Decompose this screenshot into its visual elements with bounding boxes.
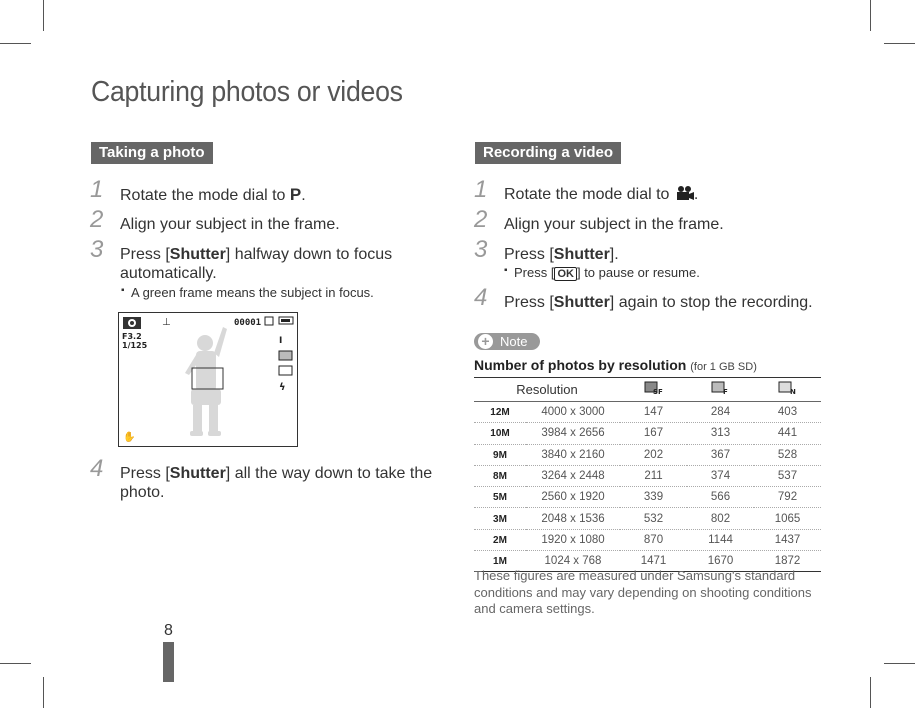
resolution-12m-icon: 12M	[490, 407, 510, 419]
page-tab-bar	[163, 642, 174, 682]
resolution-value: 4000 x 3000	[526, 402, 620, 423]
resolution-5m-icon: 5M	[493, 492, 507, 504]
resolution-10m-icon: 10M	[490, 428, 510, 440]
program-mode-icon: P	[289, 185, 302, 204]
aperture-readout: F3.2	[122, 332, 142, 341]
table-row: 3M 2048 x 1536 532 802 1065	[474, 508, 821, 529]
viewfinder-illustration	[118, 312, 298, 447]
note-badge	[474, 333, 540, 350]
ok-button-icon: OK	[554, 267, 577, 281]
superfine-quality-icon	[620, 378, 687, 402]
crop-mark	[43, 0, 44, 31]
crop-mark	[884, 43, 915, 44]
svg-text:I: I	[279, 336, 283, 346]
resolution-2m-icon: 2M	[493, 534, 507, 546]
resolution-3m-icon: 3M	[493, 513, 507, 525]
section-heading-video: Recording a video	[475, 142, 621, 164]
resolution-value: 3840 x 2160	[526, 444, 620, 465]
crop-mark	[870, 0, 871, 31]
movie-camera-icon	[674, 185, 694, 201]
shot-counter: 00001	[234, 318, 262, 328]
resolution-1m-icon: 1M	[493, 556, 507, 568]
crop-mark	[0, 663, 31, 664]
fine-quality-icon	[687, 378, 754, 402]
shutter-readout: 1/125	[122, 341, 148, 350]
crop-mark	[884, 663, 915, 664]
resolution-header: Resolution	[474, 378, 620, 402]
svg-text:ϟ: ϟ	[279, 382, 286, 393]
table-row: 5M 2560 x 1920 339 566 792	[474, 487, 821, 508]
table-row: 12M 4000 x 3000 147 284 403	[474, 402, 821, 423]
svg-text:✋: ✋	[123, 432, 136, 443]
video-step-3: 3 Press [Shutter].	[474, 236, 619, 263]
section-heading-photo: Taking a photo	[91, 142, 213, 164]
photo-step-1: 1 Rotate the mode dial to P.	[90, 176, 306, 204]
table-row: 8M 3264 x 2448 211 374 537	[474, 465, 821, 486]
viewfinder-graphic	[119, 313, 297, 446]
page-title: Capturing photos or videos	[91, 76, 403, 108]
table-title: Number of photos by resolution (for 1 GB SD)	[474, 357, 757, 373]
resolution-value: 3264 x 2448	[526, 465, 620, 486]
video-step-1: 1 Rotate the mode dial to .	[474, 176, 699, 203]
table-row: 9M 3840 x 2160 202 367 528	[474, 444, 821, 465]
photo-step-2: 2 Align your subject in the frame.	[90, 206, 340, 233]
crop-mark	[0, 43, 31, 44]
svg-text:⊥: ⊥	[162, 317, 171, 328]
normal-quality-icon	[754, 378, 821, 402]
resolution-value: 3984 x 2656	[526, 423, 620, 444]
resolution-value: 1920 x 1080	[526, 529, 620, 550]
plus-icon: +	[478, 334, 493, 349]
table-row: 10M 3984 x 2656 167 313 441	[474, 423, 821, 444]
note-label: Note	[500, 334, 528, 349]
svg-text:F: F	[722, 388, 728, 395]
footnote: These figures are measured under Samsung's standard conditions and may vary depending on shooting conditions and camera settings.	[474, 568, 812, 616]
svg-text:SF: SF	[652, 388, 663, 395]
photo-step-3: 3 Press [Shutter] halfway down to focus automatically.	[90, 236, 393, 282]
video-step-4: 4 Press [Shutter] again to stop the recording.	[474, 284, 813, 311]
svg-text:N: N	[789, 388, 796, 395]
resolution-9m-icon: 9M	[493, 449, 507, 461]
photo-step-4: 4 Press [Shutter] all the way down to take the photo.	[90, 455, 433, 501]
crop-mark	[870, 677, 871, 708]
resolution-8m-icon: 8M	[493, 471, 507, 483]
resolution-value: 1024 x 768	[526, 551, 620, 572]
photo-bullet: ▪ A green frame means the subject in focus.	[131, 285, 374, 300]
resolution-value: 2048 x 1536	[526, 508, 620, 529]
crop-mark	[43, 677, 44, 708]
video-bullet: ▪ Press [ OK ] to pause or resume.	[514, 265, 700, 281]
table-row: 1M 1024 x 768 1471 1670 1872	[474, 551, 821, 572]
table-row: 2M 1920 x 1080 870 1144 1437	[474, 529, 821, 550]
page-number: 8	[164, 622, 173, 639]
video-step-2: 2 Align your subject in the frame.	[474, 206, 724, 233]
resolution-value: 2560 x 1920	[526, 487, 620, 508]
resolution-table	[474, 377, 821, 572]
